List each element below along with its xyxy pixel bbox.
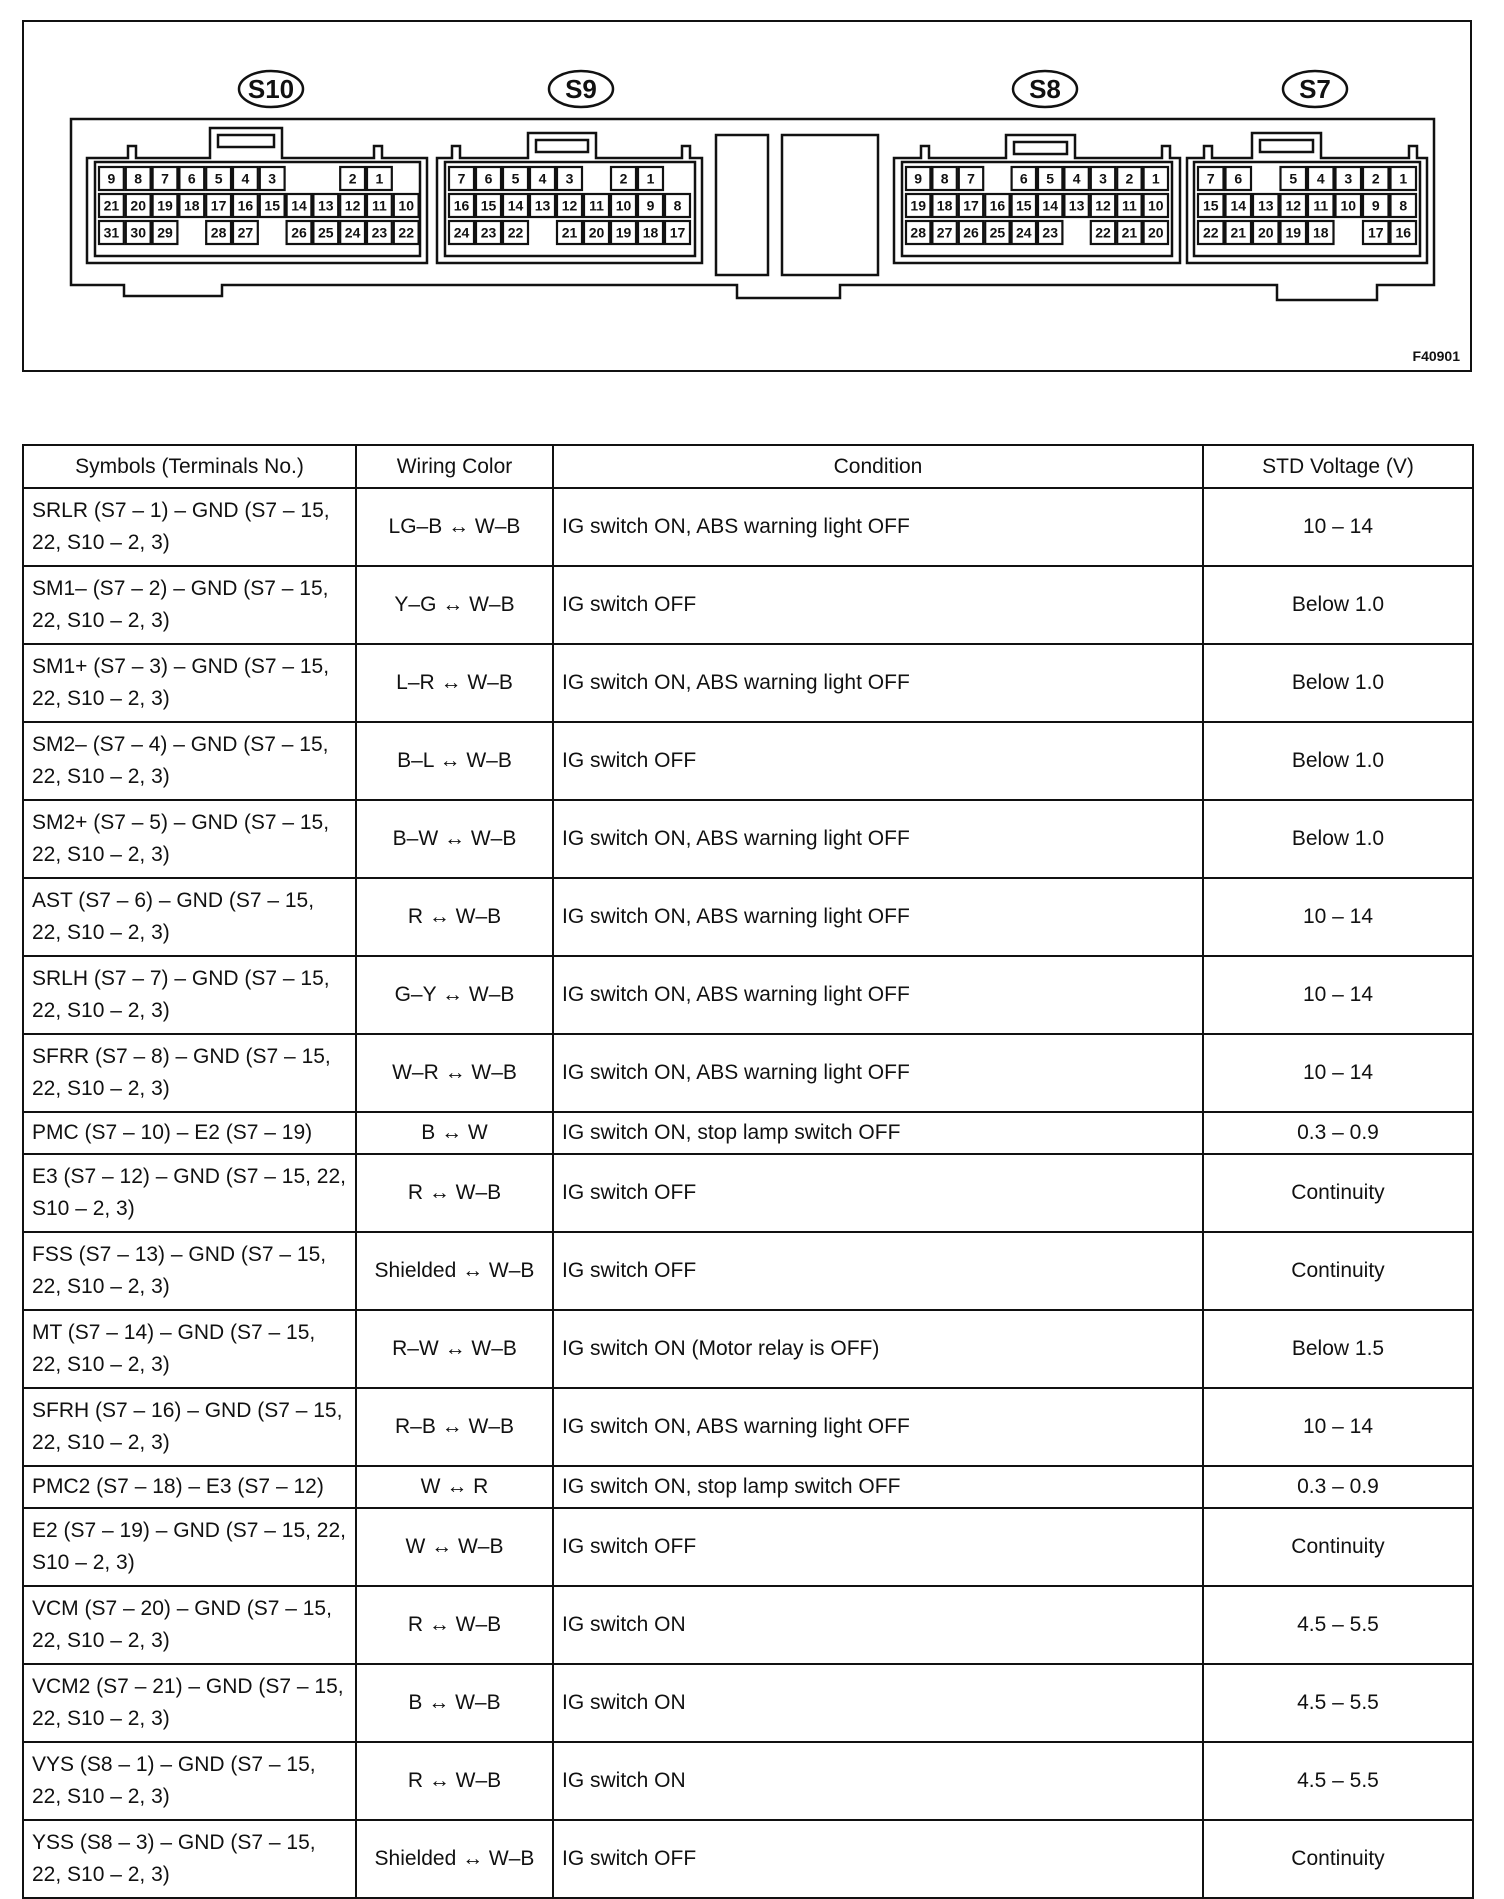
terminal-number: 23	[371, 224, 388, 241]
terminal-number: 6	[187, 170, 196, 187]
terminal-number: 26	[291, 224, 307, 241]
terminal-number: 14	[1230, 197, 1247, 214]
table-row	[23, 878, 1473, 956]
connector-label: S10	[247, 74, 295, 104]
table-row	[23, 1310, 1473, 1388]
condition-cell: IG switch ON, ABS warning light OFF	[553, 878, 1203, 956]
condition-cell: IG switch ON, ABS warning light OFF	[553, 488, 1203, 566]
connector-diagram	[22, 20, 1472, 372]
terminal-number: 28	[210, 224, 227, 241]
terminal-number: 12	[344, 197, 361, 214]
symbol-cell: VYS (S8 – 1) – GND (S7 – 15, 22, S10 – 2, 3)	[23, 1742, 356, 1820]
terminal-number: 10	[1148, 197, 1164, 214]
terminal-number: 13	[534, 197, 551, 214]
terminal-number: 12	[1285, 197, 1302, 214]
terminal-number: 1	[1399, 170, 1408, 187]
terminal-number: 5	[214, 170, 223, 187]
wiring-color-cell: Shielded ↔ W–B	[356, 1232, 553, 1310]
terminal-number: 9	[914, 170, 923, 187]
terminal-number: 14	[1042, 197, 1058, 214]
terminal-number: 7	[161, 170, 169, 187]
terminal-spec-table	[22, 444, 1474, 1899]
terminal-number: 2	[619, 170, 628, 187]
terminal-number: 4	[1072, 170, 1081, 187]
wiring-color-cell: R ↔ W–B	[356, 1742, 553, 1820]
condition-cell: IG switch ON (Motor relay is OFF)	[553, 1310, 1203, 1388]
terminal-number: 4	[241, 170, 250, 187]
condition-cell: IG switch ON, stop lamp switch OFF	[553, 1112, 1203, 1154]
table-row	[23, 1112, 1473, 1154]
symbol-cell: SFRR (S7 – 8) – GND (S7 – 15, 22, S10 – 2, 3)	[23, 1034, 356, 1112]
symbol-cell: SRLR (S7 – 1) – GND (S7 – 15, 22, S10 – 2, 3)	[23, 488, 356, 566]
terminal-number: 21	[103, 197, 120, 214]
terminal-number: 24	[344, 224, 361, 241]
wiring-color-cell: W–R ↔ W–B	[356, 1034, 553, 1112]
wiring-color-cell: L–R ↔ W–B	[356, 644, 553, 722]
table-row	[23, 1034, 1473, 1112]
symbol-cell: PMC2 (S7 – 18) – E3 (S7 – 12)	[23, 1466, 356, 1508]
wiring-color-cell: R–W ↔ W–B	[356, 1310, 553, 1388]
terminal-number: 13	[1068, 197, 1085, 214]
terminal-number: 25	[989, 224, 1006, 241]
terminal-number: 1	[1151, 170, 1160, 187]
terminal-number: 16	[237, 197, 254, 214]
symbol-cell: FSS (S7 – 13) – GND (S7 – 15, 22, S10 – 2, 3)	[23, 1232, 356, 1310]
wiring-color-cell: W ↔ W–B	[356, 1508, 553, 1586]
terminal-number: 24	[453, 224, 470, 241]
terminal-number: 6	[1019, 170, 1028, 187]
std-voltage-cell: 0.3 – 0.9	[1203, 1466, 1473, 1508]
table-row	[23, 1820, 1473, 1898]
terminal-number: 20	[1148, 224, 1164, 241]
terminal-number: 15	[1202, 197, 1219, 214]
terminal-number: 9	[107, 170, 116, 187]
table-row	[23, 488, 1473, 566]
std-voltage-cell: 10 – 14	[1203, 956, 1473, 1034]
condition-cell: IG switch ON, ABS warning light OFF	[553, 1034, 1203, 1112]
table-row	[23, 800, 1473, 878]
terminal-number: 18	[1312, 224, 1329, 241]
terminal-number: 14	[291, 197, 307, 214]
connector-label: S7	[1299, 74, 1331, 104]
header-condition: Condition	[553, 445, 1203, 488]
table-row	[23, 1742, 1473, 1820]
table-row	[23, 1586, 1473, 1664]
wiring-color-cell: B–W ↔ W–B	[356, 800, 553, 878]
table-row	[23, 722, 1473, 800]
std-voltage-cell: 4.5 – 5.5	[1203, 1742, 1473, 1820]
condition-cell: IG switch ON, ABS warning light OFF	[553, 1388, 1203, 1466]
terminal-number: 20	[130, 197, 146, 214]
terminal-number: 15	[480, 197, 497, 214]
std-voltage-cell: Continuity	[1203, 1508, 1473, 1586]
table-row	[23, 1232, 1473, 1310]
terminal-number: 10	[615, 197, 632, 214]
std-voltage-cell: 0.3 – 0.9	[1203, 1112, 1473, 1154]
std-voltage-cell: Below 1.5	[1203, 1310, 1473, 1388]
terminal-number: 16	[453, 197, 470, 214]
condition-cell: IG switch ON, ABS warning light OFF	[553, 956, 1203, 1034]
terminal-number: 19	[910, 197, 926, 214]
terminal-number: 8	[134, 170, 143, 187]
terminal-number: 4	[538, 170, 547, 187]
std-voltage-cell: Continuity	[1203, 1232, 1473, 1310]
terminal-number: 18	[642, 224, 659, 241]
condition-cell: IG switch OFF	[553, 1508, 1203, 1586]
terminal-number: 5	[1289, 170, 1298, 187]
terminal-number: 21	[1121, 224, 1138, 241]
terminal-number: 13	[318, 197, 334, 214]
table-row	[23, 1664, 1473, 1742]
condition-cell: IG switch ON	[553, 1586, 1203, 1664]
terminal-number: 22	[398, 224, 414, 241]
symbol-cell: SRLH (S7 – 7) – GND (S7 – 15, 22, S10 – 2, 3)	[23, 956, 356, 1034]
table-header	[23, 445, 1473, 488]
condition-cell: IG switch ON	[553, 1664, 1203, 1742]
terminal-number: 10	[398, 197, 414, 214]
symbol-cell: YSS (S8 – 3) – GND (S7 – 15, 22, S10 – 2, 3)	[23, 1820, 356, 1898]
symbol-cell: SFRH (S7 – 16) – GND (S7 – 15, 22, S10 – 2, 3)	[23, 1388, 356, 1466]
header-row	[23, 445, 1473, 488]
connector-diagram-svg	[24, 22, 1474, 374]
terminal-number: 18	[936, 197, 953, 214]
terminal-number: 3	[268, 170, 277, 187]
terminal-number: 22	[1095, 224, 1111, 241]
terminal-number: 10	[1340, 197, 1357, 214]
terminal-number: 2	[1125, 170, 1134, 187]
symbol-cell: SM2– (S7 – 4) – GND (S7 – 15, 22, S10 – 2, 3)	[23, 722, 356, 800]
std-voltage-cell: Continuity	[1203, 1820, 1473, 1898]
condition-cell: IG switch OFF	[553, 1820, 1203, 1898]
wiring-color-cell: B ↔ W–B	[356, 1664, 553, 1742]
terminal-number: 11	[1313, 197, 1329, 214]
terminal-number: 28	[910, 224, 926, 241]
terminal-number: 8	[940, 170, 949, 187]
terminal-number: 5	[1046, 170, 1055, 187]
terminal-number: 19	[615, 224, 632, 241]
condition-cell: IG switch ON, ABS warning light OFF	[553, 644, 1203, 722]
symbol-cell: VCM2 (S7 – 21) – GND (S7 – 15, 22, S10 – 2, 3)	[23, 1664, 356, 1742]
table-body	[23, 488, 1473, 1898]
std-voltage-cell: 10 – 14	[1203, 878, 1473, 956]
symbol-cell: SM1+ (S7 – 3) – GND (S7 – 15, 22, S10 – 2, 3)	[23, 644, 356, 722]
terminal-number: 13	[1257, 197, 1274, 214]
std-voltage-cell: Continuity	[1203, 1154, 1473, 1232]
terminal-number: 11	[371, 197, 387, 214]
condition-cell: IG switch ON, stop lamp switch OFF	[553, 1466, 1203, 1508]
table-row	[23, 1154, 1473, 1232]
terminal-number: 17	[210, 197, 227, 214]
header-wiring-color: Wiring Color	[356, 445, 553, 488]
terminal-number: 7	[967, 170, 975, 187]
symbol-cell: VCM (S7 – 20) – GND (S7 – 15, 22, S10 – 2, 3)	[23, 1586, 356, 1664]
terminal-number: 31	[103, 224, 120, 241]
terminal-number: 12	[561, 197, 578, 214]
terminal-number: 1	[646, 170, 655, 187]
terminal-number: 21	[1230, 224, 1247, 241]
symbol-cell: AST (S7 – 6) – GND (S7 – 15, 22, S10 – 2, 3)	[23, 878, 356, 956]
terminal-number: 25	[318, 224, 334, 241]
terminal-number: 22	[507, 224, 524, 241]
terminal-number: 9	[1371, 197, 1380, 214]
figure-code: F40901	[1412, 348, 1460, 364]
table-row	[23, 1508, 1473, 1586]
terminal-number: 15	[1016, 197, 1032, 214]
terminal-number: 23	[1042, 224, 1058, 241]
wiring-color-cell: R–B ↔ W–B	[356, 1388, 553, 1466]
std-voltage-cell: 10 – 14	[1203, 1388, 1473, 1466]
connector-label: S9	[565, 74, 597, 104]
symbol-cell: SM1– (S7 – 2) – GND (S7 – 15, 22, S10 – 2, 3)	[23, 566, 356, 644]
terminal-number: 23	[480, 224, 497, 241]
std-voltage-cell: 10 – 14	[1203, 1034, 1473, 1112]
wiring-color-cell: G–Y ↔ W–B	[356, 956, 553, 1034]
std-voltage-cell: 4.5 – 5.5	[1203, 1664, 1473, 1742]
symbol-cell: E2 (S7 – 19) – GND (S7 – 15, 22, S10 – 2, 3)	[23, 1508, 356, 1586]
table-row	[23, 566, 1473, 644]
condition-cell: IG switch ON, ABS warning light OFF	[553, 800, 1203, 878]
std-voltage-cell: Below 1.0	[1203, 644, 1473, 722]
wiring-color-cell: B–L ↔ W–B	[356, 722, 553, 800]
terminal-number: 2	[348, 170, 357, 187]
terminal-number: 17	[963, 197, 979, 214]
terminal-number: 3	[1344, 170, 1353, 187]
wiring-color-cell: LG–B ↔ W–B	[356, 488, 553, 566]
terminal-number: 27	[936, 224, 953, 241]
wiring-color-cell: Shielded ↔ W–B	[356, 1820, 553, 1898]
wiring-color-cell: Y–G ↔ W–B	[356, 566, 553, 644]
std-voltage-cell: Below 1.0	[1203, 722, 1473, 800]
terminal-number: 17	[669, 224, 686, 241]
table-row	[23, 956, 1473, 1034]
terminal-number: 22	[1202, 224, 1219, 241]
symbol-cell: MT (S7 – 14) – GND (S7 – 15, 22, S10 – 2, 3)	[23, 1310, 356, 1388]
table-row	[23, 644, 1473, 722]
table-row	[23, 1466, 1473, 1508]
wiring-color-cell: B ↔ W	[356, 1112, 553, 1154]
terminal-number: 20	[588, 224, 605, 241]
condition-cell: IG switch OFF	[553, 1154, 1203, 1232]
terminal-number: 16	[989, 197, 1006, 214]
terminal-number: 29	[157, 224, 173, 241]
connector-label: S8	[1029, 74, 1061, 104]
terminal-number: 7	[457, 170, 466, 187]
symbol-cell: E3 (S7 – 12) – GND (S7 – 15, 22, S10 – 2, 3)	[23, 1154, 356, 1232]
terminal-number: 11	[1121, 197, 1137, 214]
terminal-number: 7	[1206, 170, 1215, 187]
terminal-number: 8	[1399, 197, 1408, 214]
terminal-number: 19	[1285, 224, 1302, 241]
terminal-number: 18	[184, 197, 200, 214]
condition-cell: IG switch OFF	[553, 1232, 1203, 1310]
connector-labels	[239, 71, 1347, 107]
terminal-number: 4	[1316, 170, 1325, 187]
terminal-number: 24	[1016, 224, 1032, 241]
condition-cell: IG switch ON	[553, 1742, 1203, 1820]
terminal-number: 8	[673, 197, 682, 214]
terminal-number: 1	[375, 170, 384, 187]
terminal-number: 14	[507, 197, 524, 214]
terminal-number: 20	[1257, 224, 1274, 241]
terminal-number: 6	[1234, 170, 1243, 187]
std-voltage-cell: Below 1.0	[1203, 800, 1473, 878]
terminal-number: 6	[484, 170, 493, 187]
table-row	[23, 1388, 1473, 1466]
terminal-number: 3	[565, 170, 574, 187]
terminal-number: 15	[264, 197, 280, 214]
terminal-number: 3	[1099, 170, 1107, 187]
std-voltage-cell: Below 1.0	[1203, 566, 1473, 644]
header-symbols: Symbols (Terminals No.)	[23, 445, 356, 488]
terminal-number: 27	[237, 224, 254, 241]
std-voltage-cell: 10 – 14	[1203, 488, 1473, 566]
header-std-voltage: STD Voltage (V)	[1203, 445, 1473, 488]
wiring-color-cell: R ↔ W–B	[356, 878, 553, 956]
terminal-number: 12	[1095, 197, 1111, 214]
terminal-number: 19	[157, 197, 173, 214]
terminal-number: 9	[646, 197, 655, 214]
condition-cell: IG switch OFF	[553, 722, 1203, 800]
terminal-number: 21	[561, 224, 578, 241]
terminal-number: 26	[963, 224, 979, 241]
wiring-color-cell: R ↔ W–B	[356, 1154, 553, 1232]
wiring-color-cell: R ↔ W–B	[356, 1586, 553, 1664]
terminal-number: 2	[1371, 170, 1380, 187]
terminal-number: 16	[1395, 224, 1412, 241]
symbol-cell: PMC (S7 – 10) – E2 (S7 – 19)	[23, 1112, 356, 1154]
terminal-number: 30	[130, 224, 146, 241]
condition-cell: IG switch OFF	[553, 566, 1203, 644]
terminal-number: 11	[589, 197, 604, 214]
terminal-number: 17	[1367, 224, 1384, 241]
std-voltage-cell: 4.5 – 5.5	[1203, 1586, 1473, 1664]
symbol-cell: SM2+ (S7 – 5) – GND (S7 – 15, 22, S10 – 2, 3)	[23, 800, 356, 878]
terminal-number: 5	[511, 170, 520, 187]
wiring-color-cell: W ↔ R	[356, 1466, 553, 1508]
